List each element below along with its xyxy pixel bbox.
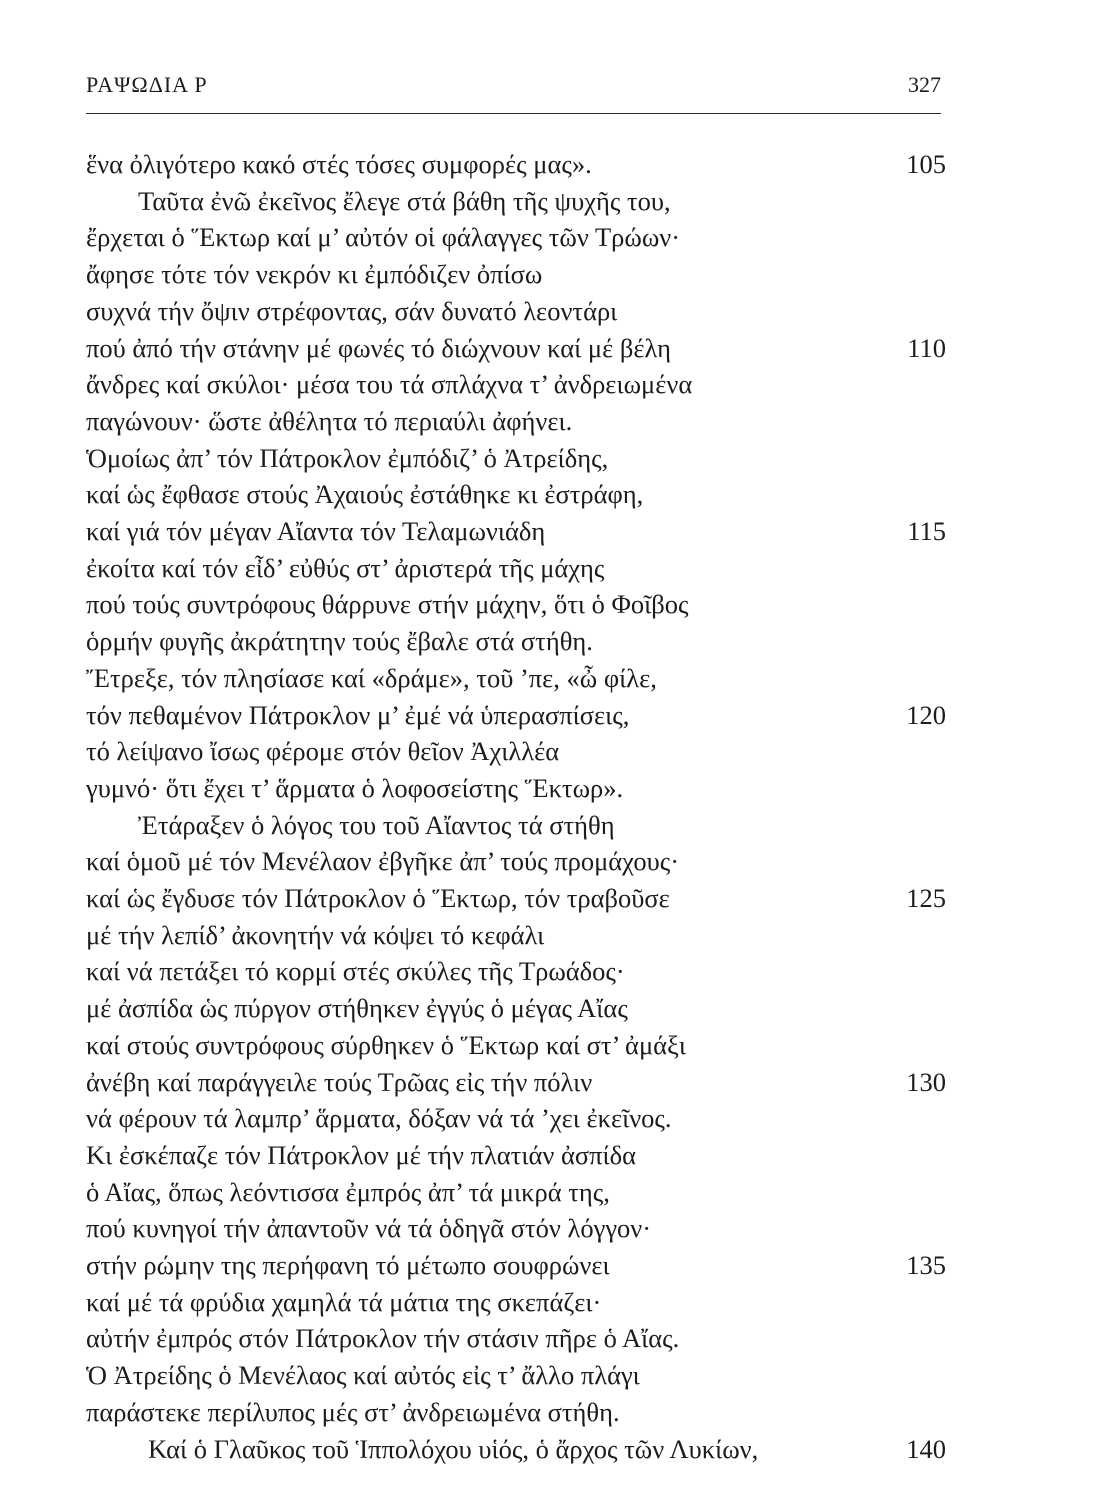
verse-text: καί στούς συντρόφους σύρθηκεν ὁ Ἕκτωρ καί στ’ ἀμάξι bbox=[86, 1029, 686, 1060]
verse-line bbox=[86, 476, 946, 512]
verse-text: πού τούς συντρόφους θάρρυνε στήν μάχην, ὅτι ὁ Φοῖβος bbox=[86, 589, 689, 620]
verse-number: 120 bbox=[906, 699, 946, 730]
verse-text: καί ὡς ἔγδυσε τόν Πάτροκλον ὁ Ἕκτωρ, τόν τραβοῦσε bbox=[86, 883, 670, 913]
verse-line bbox=[86, 1027, 946, 1063]
verse-line bbox=[86, 1137, 946, 1173]
verse-line bbox=[86, 1064, 946, 1100]
verse-line bbox=[86, 1100, 946, 1136]
verse-line bbox=[86, 623, 946, 659]
verse-line bbox=[86, 1284, 946, 1320]
verse-text: καί ὁμοῦ μέ τόν Μενέλαον ἐβγῆκε ἀπ’ τούς προμάχους· bbox=[86, 846, 680, 877]
verse-text: στήν ρώμην της περήφανη τό μέτωπο σουφρώνει bbox=[86, 1250, 610, 1280]
verse-text: Ἐτάραξεν ὁ λόγος του τοῦ Αἴαντος τά στήθη bbox=[138, 809, 615, 840]
verse-line bbox=[86, 219, 946, 255]
verse-line bbox=[86, 403, 946, 439]
verse-text: ὁρμήν φυγῆς ἀκράτητην τούς ἔβαλε στά στήθη. bbox=[86, 626, 593, 657]
verse-line bbox=[86, 1247, 946, 1283]
verse-line bbox=[86, 807, 946, 843]
verse-line bbox=[86, 366, 946, 402]
verse-text: ἕνα ὀλιγότερο κακό στές τόσες συμφορές μας». bbox=[86, 149, 592, 179]
verse-line bbox=[86, 733, 946, 769]
verse-number: 135 bbox=[906, 1250, 946, 1280]
verse-line bbox=[86, 660, 946, 696]
verse-text: πού κυνηγοί τήν ἀπαντοῦν νά τά ὁδηγᾶ στόν λόγγον· bbox=[86, 1213, 652, 1244]
verse-number: 130 bbox=[906, 1066, 946, 1097]
verse-line bbox=[86, 990, 946, 1026]
verse-text: πού ἀπό τήν στάνην μέ φωνές τό διώχνουν καί μέ βέλη bbox=[86, 332, 671, 363]
verse-line bbox=[86, 770, 946, 806]
verse-line bbox=[86, 917, 946, 953]
verse-text: Ταῦτα ἐνῶ ἐκεῖνος ἔλεγε στά βάθη τῆς ψυχῆς του, bbox=[138, 185, 671, 216]
verse-number: 125 bbox=[906, 883, 946, 913]
verse-text: τό λείψανο ἴσως φέρομε στόν θεῖον Ἀχιλλέα bbox=[86, 736, 560, 767]
verse-text: ἔρχεται ὁ Ἕκτωρ καί μ’ αὐτόν οἱ φάλαγγες τῶν Τρώων· bbox=[86, 222, 681, 253]
verse-text: ἄνδρες καί σκύλοι· μέσα του τά σπλάχνα τ’ ἀνδρειωμένα bbox=[86, 369, 693, 400]
verse-line bbox=[86, 293, 946, 329]
verse-text: συχνά τήν ὄψιν στρέφοντας, σάν δυνατό λεοντάρι bbox=[86, 295, 618, 326]
verse-line bbox=[86, 1174, 946, 1210]
verse-line bbox=[86, 1210, 946, 1246]
verse-text: Κι ἐσκέπαζε τόν Πάτροκλον μέ τήν πλατιάν ἀσπίδα bbox=[86, 1139, 636, 1170]
verse-text: ὁ Αἴας, ὅπως λεόντισσα ἐμπρός ἀπ’ τά μικρά της, bbox=[86, 1176, 610, 1207]
verse-line bbox=[86, 1394, 946, 1430]
verse-text: ἄφησε τότε τόν νεκρόν κι ἐμπόδιζεν ὀπίσω bbox=[86, 259, 543, 290]
verse-text: καί μέ τά φρύδια χαμηλά τά μάτια της σκεπάζει· bbox=[86, 1286, 602, 1317]
verse-line bbox=[86, 953, 946, 989]
verse-text: παράστεκε περίλυπος μές στ’ ἀνδρειωμένα στήθη. bbox=[86, 1396, 620, 1427]
verse-line bbox=[86, 183, 946, 219]
verse-number: 140 bbox=[906, 1433, 946, 1464]
page-number: 327 bbox=[908, 72, 941, 97]
verse-text: Ὁμοίως ἀπ’ τόν Πάτροκλον ἐμπόδιζ’ ὁ Ἀτρείδης, bbox=[86, 442, 609, 473]
verse-line bbox=[86, 1320, 946, 1356]
verse-line bbox=[86, 146, 946, 182]
verse-text: Καί ὁ Γλαῦκος τοῦ Ἱππολόχου υἱός, ὁ ἄρχος τῶν Λυκίων, bbox=[148, 1433, 759, 1464]
verse-line bbox=[86, 697, 946, 733]
verse-text: καί γιά τόν μέγαν Αἴαντα τόν Τελαμωνιάδη bbox=[86, 516, 546, 546]
verse-text: ἐκοίτα καί τόν εἶδ’ εὐθύς στ’ ἀριστερά τῆς μάχης bbox=[86, 552, 605, 583]
verse-number: 105 bbox=[906, 149, 946, 179]
verse-number: 115 bbox=[907, 516, 946, 546]
verse-line bbox=[86, 880, 946, 916]
verse-text: καί ὡς ἔφθασε στούς Ἀχαιούς ἐστάθηκε κι ἐστράφη, bbox=[86, 479, 644, 510]
verse-text: αὐτήν ἐμπρός στόν Πάτροκλον τήν στάσιν πῆρε ὁ Αἴας. bbox=[86, 1323, 680, 1354]
verse-text: παγώνουν· ὥστε ἀθέλητα τό περιαύλι ἀφήνει. bbox=[86, 405, 573, 436]
verse-line bbox=[86, 843, 946, 879]
verse-text: τόν πεθαμένον Πάτροκλον μ’ ἐμέ νά ὑπερασπίσεις, bbox=[86, 699, 630, 730]
verse-line bbox=[86, 330, 946, 366]
verse-line bbox=[86, 1357, 946, 1393]
verse-text: ἀνέβη καί παράγγειλε τούς Τρῶας εἰς τήν πόλιν bbox=[86, 1066, 593, 1097]
verse-text: νά φέρουν τά λαμπρ’ ἅρματα, δόξαν νά τά ’χει ἐκεῖνος. bbox=[86, 1103, 672, 1134]
verse-text: Ὁ Ἀτρείδης ὁ Μενέλαος καί αὐτός εἰς τ’ ἄλλο πλάγι bbox=[86, 1360, 640, 1391]
verse-text: γυμνό· ὅτι ἔχει τ’ ἅρματα ὁ λοφοσείστης Ἕκτωρ». bbox=[86, 772, 624, 803]
verse-text: μέ τήν λεπίδ’ ἀκονητήν νά κόψει τό κεφάλι bbox=[86, 919, 545, 950]
verse-number: 110 bbox=[907, 332, 946, 363]
verse-line bbox=[86, 513, 946, 549]
verse-text: Ἔτρεξε, τόν πλησίασε καί «δράμε», τοῦ ’πε, «ὦ φίλε, bbox=[86, 662, 657, 693]
running-title: ΡΑΨΩΔΙΑ Ρ bbox=[86, 72, 208, 97]
verse-line bbox=[86, 256, 946, 292]
verse-line bbox=[86, 440, 946, 476]
verse-line bbox=[86, 586, 946, 622]
verse-line bbox=[86, 1431, 946, 1467]
verse-line bbox=[86, 550, 946, 586]
verse-text: καί νά πετάξει τό κορμί στές σκύλες τῆς Τρωάδος· bbox=[86, 956, 625, 987]
verse-text: μέ ἀσπίδα ὡς πύργον στήθηκεν ἐγγύς ὁ μέγας Αἴας bbox=[86, 993, 628, 1024]
